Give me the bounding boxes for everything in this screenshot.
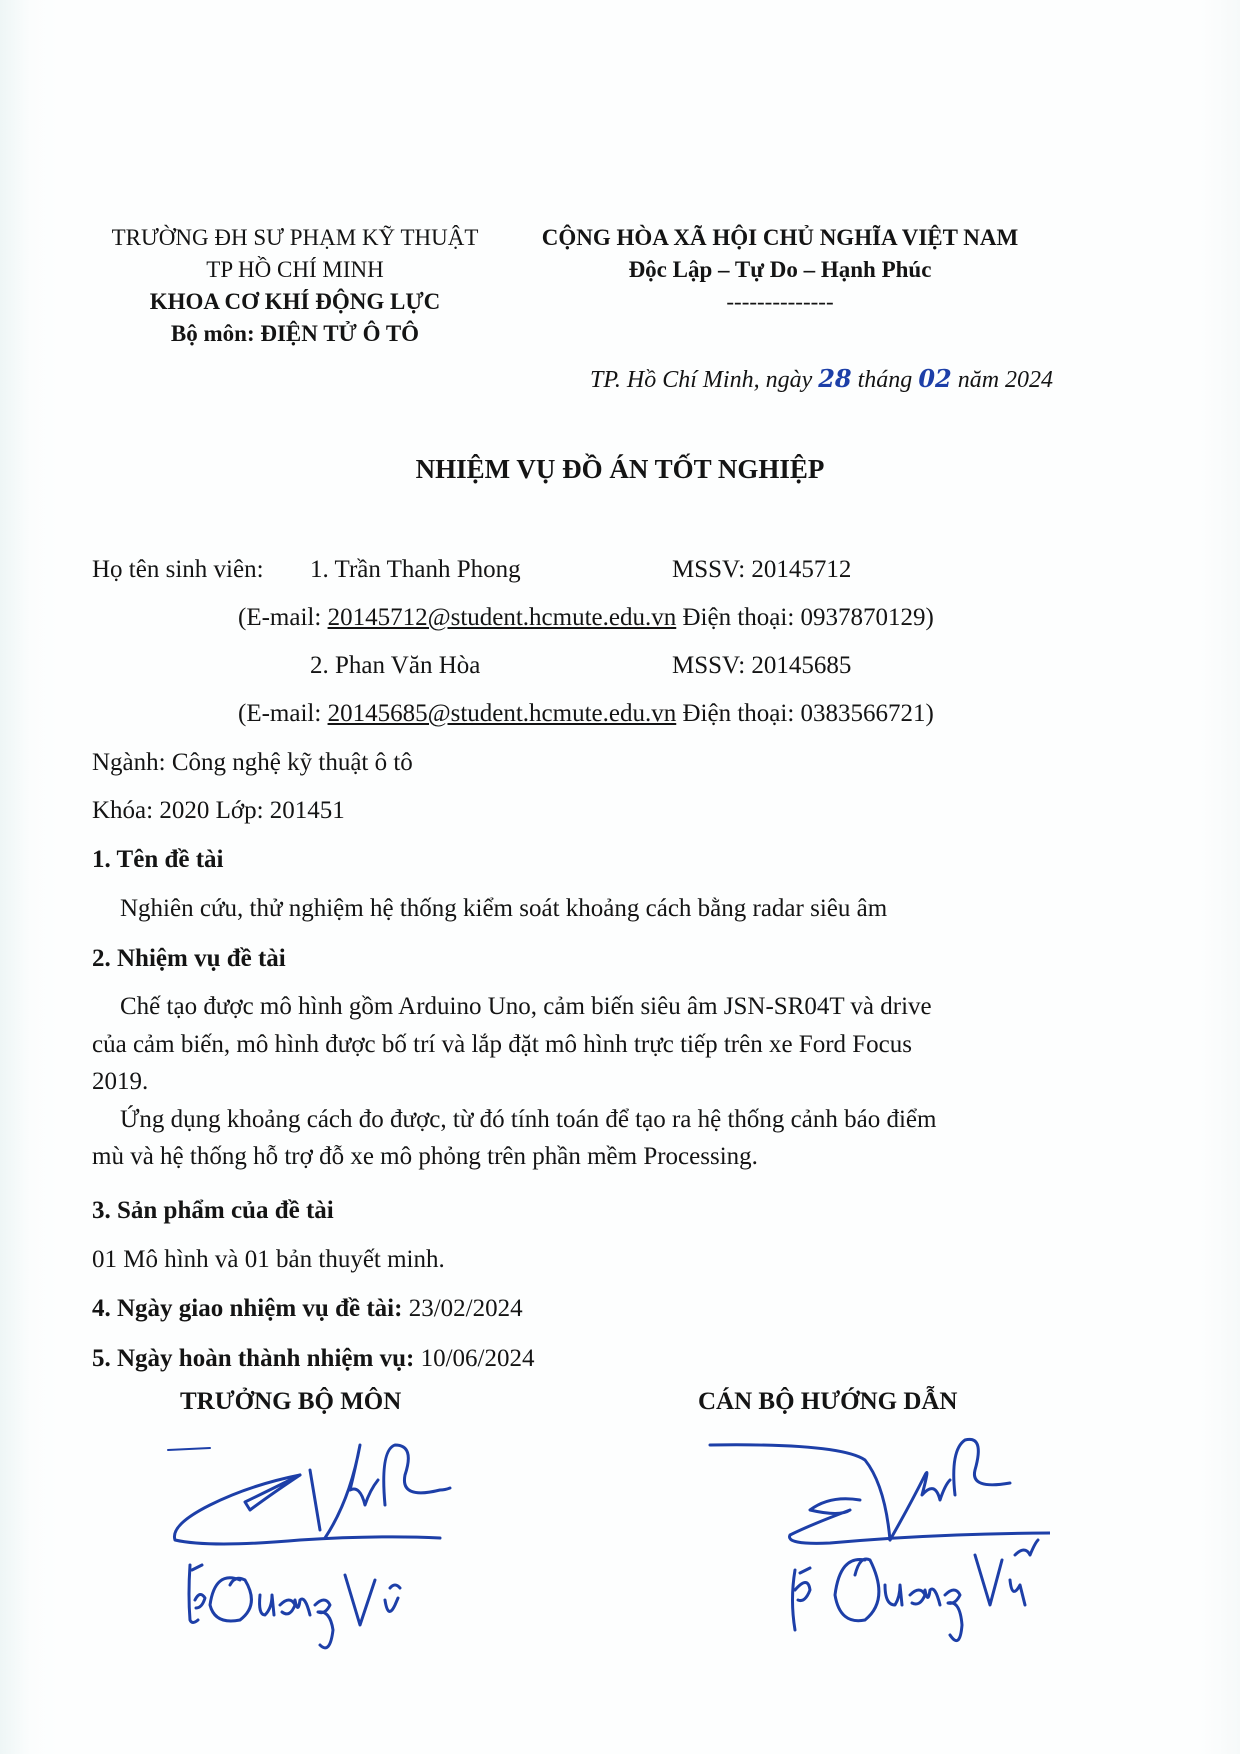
header-separator: -------------- xyxy=(726,289,834,314)
section-5 xyxy=(92,1343,534,1375)
student-1-email-link[interactable]: 20145712@student.hcmute.edu.vn xyxy=(327,604,677,631)
student-2-email-link[interactable]: 20145685@student.hcmute.edu.vn xyxy=(327,700,677,727)
student-1-name: 1. Trần Thanh Phong xyxy=(310,556,521,583)
section-2-body-line: của cảm biến, mô hình được bố trí và lắp đặt mô hình trực tiếp trên xe Ford Focus xyxy=(92,1031,912,1058)
major: Ngành: Công nghệ kỹ thuật ô tô xyxy=(92,749,413,776)
handwritten-month: 02 xyxy=(918,364,952,393)
handwritten-day: 28 xyxy=(818,364,852,393)
date-line xyxy=(590,364,1053,394)
date-prefix: TP. Hồ Chí Minh, ngày xyxy=(590,367,819,393)
section-4-heading: 4. Ngày giao nhiệm vụ đề tài: xyxy=(92,1295,409,1322)
section-4 xyxy=(92,1293,523,1325)
university-name: TRƯỜNG ĐH SƯ PHẠM KỸ THUẬT xyxy=(111,225,479,250)
country-name: CỘNG HÒA XÃ HỘI CHỦ NGHĨA VIỆT NAM xyxy=(541,225,1019,250)
student-2-phone: Điện thoại: 0383566721) xyxy=(676,700,934,727)
signature-title-left: TRƯỞNG BỘ MÔN xyxy=(180,1388,402,1415)
completion-date: 10/06/2024 xyxy=(420,1345,535,1372)
signature-left-icon xyxy=(150,1430,470,1660)
section-2-body-line: 2019. xyxy=(92,1068,149,1095)
document-title: NHIỆM VỤ ĐỒ ÁN TỐT NGHIỆP xyxy=(415,454,825,484)
assignment-date: 23/02/2024 xyxy=(408,1295,523,1322)
section-1-body: Nghiên cứu, thử nghiệm hệ thống kiểm soát khoảng cách bằng radar siêu âm xyxy=(120,895,888,922)
student-1-contact xyxy=(238,602,934,634)
section-5-heading: 5. Ngày hoàn thành nhiệm vụ: xyxy=(92,1345,421,1372)
student-1-phone: Điện thoại: 0937870129) xyxy=(676,604,934,631)
university-city: TP HỒ CHÍ MINH xyxy=(206,257,384,282)
section-2-heading: 2. Nhiệm vụ đề tài xyxy=(92,945,286,972)
student-2-mssv: MSSV: 20145685 xyxy=(672,652,852,679)
signature-title-right: CÁN BỘ HƯỚNG DẪN xyxy=(698,1388,958,1415)
email-label: (E-mail: xyxy=(238,700,328,727)
section-2-body-line: Ứng dụng khoảng cách đo được, từ đó tính toán để tạo ra hệ thống cảnh báo điểm xyxy=(120,1106,937,1133)
national-motto: Độc Lập – Tự Do – Hạnh Phúc xyxy=(628,257,932,282)
section-2-body-line: mù và hệ thống hỗ trợ đỗ xe mô phỏng trên phần mềm Processing. xyxy=(92,1143,758,1170)
faculty-name: KHOA CƠ KHÍ ĐỘNG LỰC xyxy=(149,289,441,314)
course-class: Khóa: 2020 Lớp: 201451 xyxy=(92,797,345,824)
email-label: (E-mail: xyxy=(238,604,328,631)
institution-header xyxy=(90,222,500,350)
student-label: Họ tên sinh viên: xyxy=(92,556,264,583)
section-3-heading: 3. Sản phẩm của đề tài xyxy=(92,1197,334,1224)
date-suffix: năm 2024 xyxy=(951,367,1054,393)
section-1-heading: 1. Tên đề tài xyxy=(92,846,224,873)
student-2-name: 2. Phan Văn Hòa xyxy=(310,652,481,679)
student-1-mssv: MSSV: 20145712 xyxy=(672,556,852,583)
section-2-body-line: Chế tạo được mô hình gồm Arduino Uno, cảm biến siêu âm JSN-SR04T và drive xyxy=(120,993,932,1020)
section-3-body: 01 Mô hình và 01 bản thuyết minh. xyxy=(92,1246,445,1273)
date-month-label: tháng xyxy=(851,367,919,393)
signature-right-icon xyxy=(690,1425,1050,1655)
national-header xyxy=(510,222,1050,318)
student-2-contact xyxy=(238,698,934,730)
department-name: Bộ môn: ĐIỆN TỬ Ô TÔ xyxy=(170,321,420,346)
